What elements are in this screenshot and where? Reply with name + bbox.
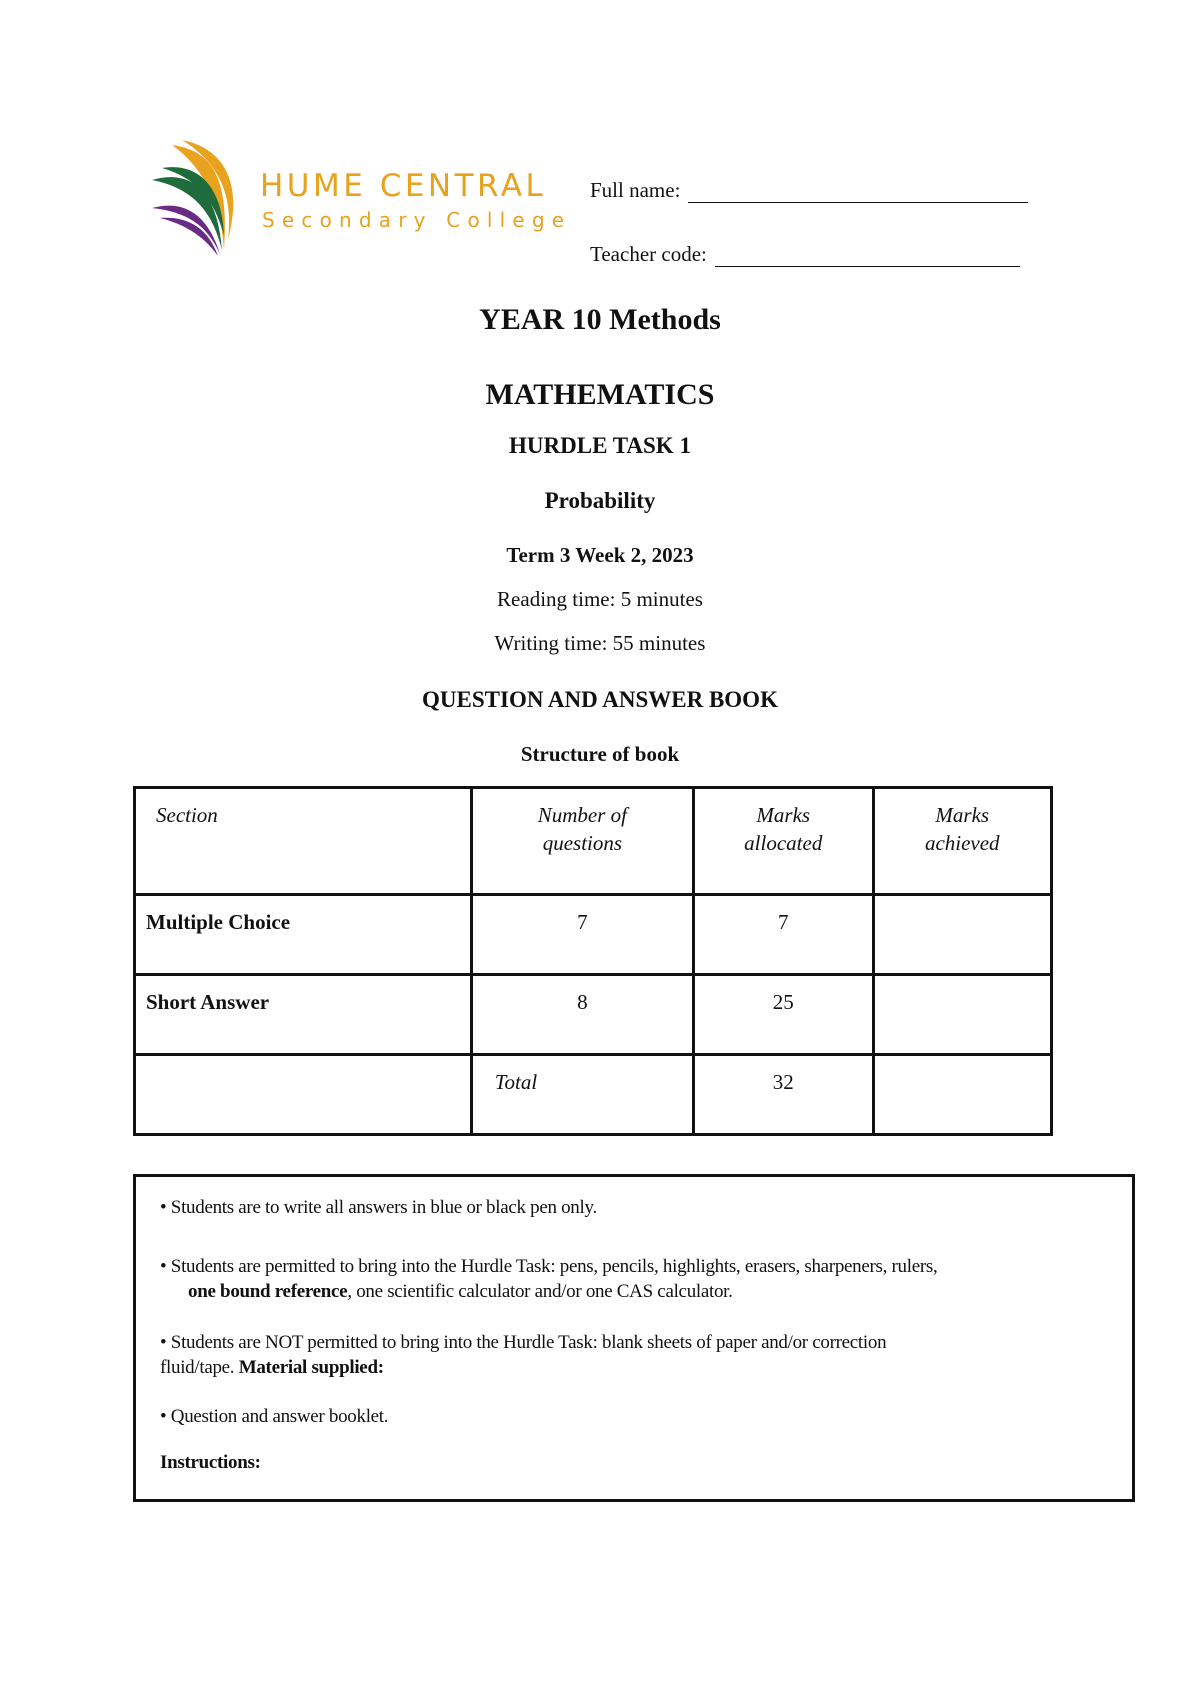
full-name-field[interactable] (590, 178, 1028, 203)
header-number-of-questions: Number of questions (471, 788, 693, 895)
row-section: Short Answer (135, 975, 472, 1055)
total-empty-cell (135, 1055, 472, 1135)
teacher-code-label: Teacher code: (590, 242, 707, 266)
instructions-box (133, 1174, 1135, 1502)
header-marks-achieved: Marks achieved (873, 788, 1052, 895)
instructions-heading: Instructions: (160, 1452, 261, 1473)
bullet-not-permitted-cont: fluid/tape. Material supplied: (160, 1357, 384, 1378)
book-title: QUESTION AND ANSWER BOOK (422, 687, 778, 712)
term-date: Term 3 Week 2, 2023 (506, 543, 694, 567)
bullet-pen-only: • Students are to write all answers in blue or black pen only. (160, 1197, 597, 1218)
year-title: YEAR 10 Methods (479, 303, 721, 336)
full-name-line[interactable] (688, 182, 1028, 203)
total-achieved[interactable] (873, 1055, 1052, 1135)
full-name-label: Full name: (590, 178, 681, 202)
structure-title: Structure of book (520, 742, 680, 766)
total-label: Total (471, 1055, 693, 1135)
row-questions: 7 (471, 895, 693, 975)
row-section: Multiple Choice (135, 895, 472, 975)
college-logo (152, 140, 582, 260)
bullet-permitted: • Students are permitted to bring into the Hurdle Task: pens, pencils, highlights, erasers, sharpeners, rulers, (160, 1256, 938, 1277)
reading-time: Reading time: 5 minutes (497, 587, 703, 611)
teacher-code-line[interactable] (715, 246, 1020, 267)
table-row (135, 895, 1052, 975)
table-header-row (135, 788, 1052, 895)
bullet-permitted-cont: one bound reference, one scientific calculator and/or one CAS calculator. (188, 1281, 733, 1302)
table-total-row (135, 1055, 1052, 1135)
header-marks-allocated: Marks allocated (694, 788, 873, 895)
writing-time: Writing time: 55 minutes (494, 631, 706, 655)
bullet-not-permitted: • Students are NOT permitted to bring into the Hurdle Task: blank sheets of paper and/or correction (160, 1332, 887, 1353)
bullet-material: • Question and answer booklet. (160, 1406, 389, 1427)
topic-title: Probability (544, 488, 656, 513)
table-row (135, 975, 1052, 1055)
logo-text-line1: HUME CENTRAL (260, 168, 547, 204)
row-marks: 7 (694, 895, 873, 975)
subject-title: MATHEMATICS (485, 378, 715, 411)
row-questions: 8 (471, 975, 693, 1055)
teacher-code-field[interactable] (590, 242, 1020, 267)
logo-emblem-icon (152, 140, 262, 260)
row-achieved[interactable] (873, 895, 1052, 975)
total-marks: 32 (694, 1055, 873, 1135)
row-marks: 25 (694, 975, 873, 1055)
header-section: Section (135, 788, 472, 895)
logo-text-line2: Secondary College (262, 208, 572, 232)
structure-table (133, 786, 1053, 1136)
row-achieved[interactable] (873, 975, 1052, 1055)
task-title: HURDLE TASK 1 (509, 433, 691, 458)
